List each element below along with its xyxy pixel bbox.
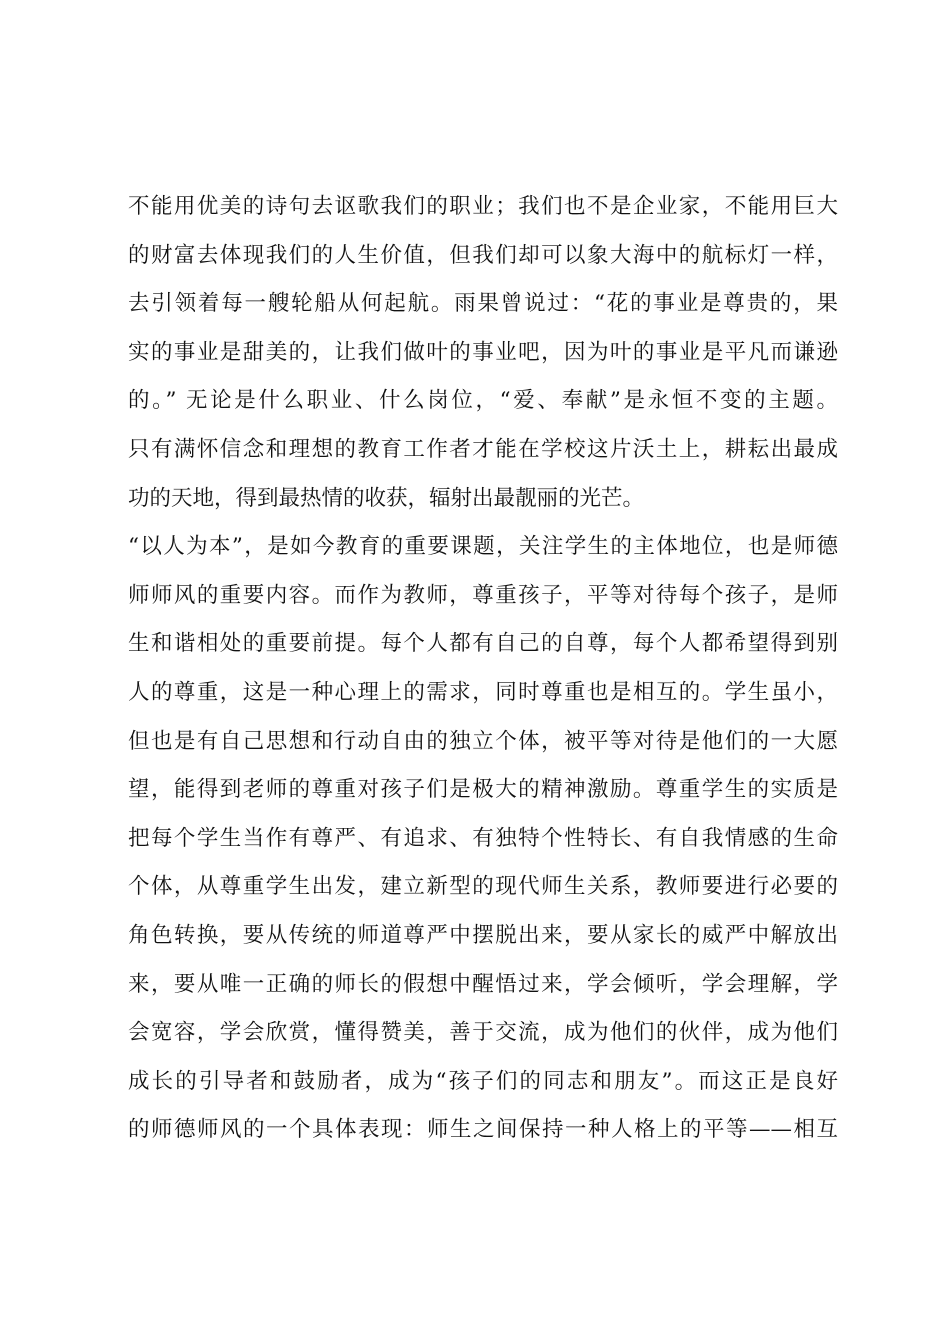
text-line: 人的尊重，这是一种心理上的需求，同时尊重也是相互的。学生虽小，: [128, 679, 838, 705]
text-line: 望，能得到老师的尊重对孩子们是极大的精神激励。尊重学生的实质是: [128, 777, 838, 803]
text-line: 去引领着每一艘轮船从何起航。雨果曾说过：“花的事业是尊贵的，果: [128, 291, 838, 317]
text-line: 角色转换，要从传统的师道尊严中摆脱出来，要从家长的威严中解放出: [128, 922, 838, 948]
text-line: 把每个学生当作有尊严、有追求、有独特个性特长、有自我情感的生命: [128, 825, 838, 851]
text-line: 个体，从尊重学生出发，建立新型的现代师生关系，教师要进行必要的: [128, 874, 838, 900]
text-line: 的师德师风的一个具体表现：师生之间保持一种人格上的平等——相互: [128, 1117, 838, 1143]
text-line: 成长的引导者和鼓励者，成为“孩子们的同志和朋友”。而这正是良好: [128, 1068, 838, 1094]
text-line: 师师风的重要内容。而作为教师，尊重孩子，平等对待每个孩子，是师: [128, 582, 838, 608]
text-line: 实的事业是甜美的，让我们做叶的事业吧，因为叶的事业是平凡而谦逊: [128, 339, 838, 365]
text-line: 只有满怀信念和理想的教育工作者才能在学校这片沃土上，耕耘出最成: [128, 436, 838, 462]
text-line: 生和谐相处的重要前提。每个人都有自己的自尊，每个人都希望得到别: [128, 631, 838, 657]
text-line: 不能用优美的诗句去讴歌我们的职业；我们也不是企业家，不能用巨大: [128, 194, 838, 219]
text-line: 的。” 无论是什么职业、什么岗位，“爱、奉献”是永恒不变的主题。: [128, 388, 838, 414]
text-line: “以人为本”，是如今教育的重要课题，关注学生的主体地位，也是师德: [128, 534, 838, 560]
text-line: 来，要从唯一正确的师长的假想中醒悟过来，学会倾听，学会理解，学: [128, 971, 838, 997]
text-line: 的财富去体现我们的人生价值，但我们却可以象大海中的航标灯一样，: [128, 242, 838, 268]
body-text: [128, 183, 838, 1155]
text-line: 会宽容，学会欣赏，懂得赞美，善于交流，成为他们的伙伴，成为他们: [128, 1020, 838, 1046]
paragraph-end-line: 功的天地，得到最热情的收获，辐射出最靓丽的光芒。: [128, 485, 645, 511]
text-line: 但也是有自己思想和行动自由的独立个体，被平等对待是他们的一大愿: [128, 728, 838, 754]
